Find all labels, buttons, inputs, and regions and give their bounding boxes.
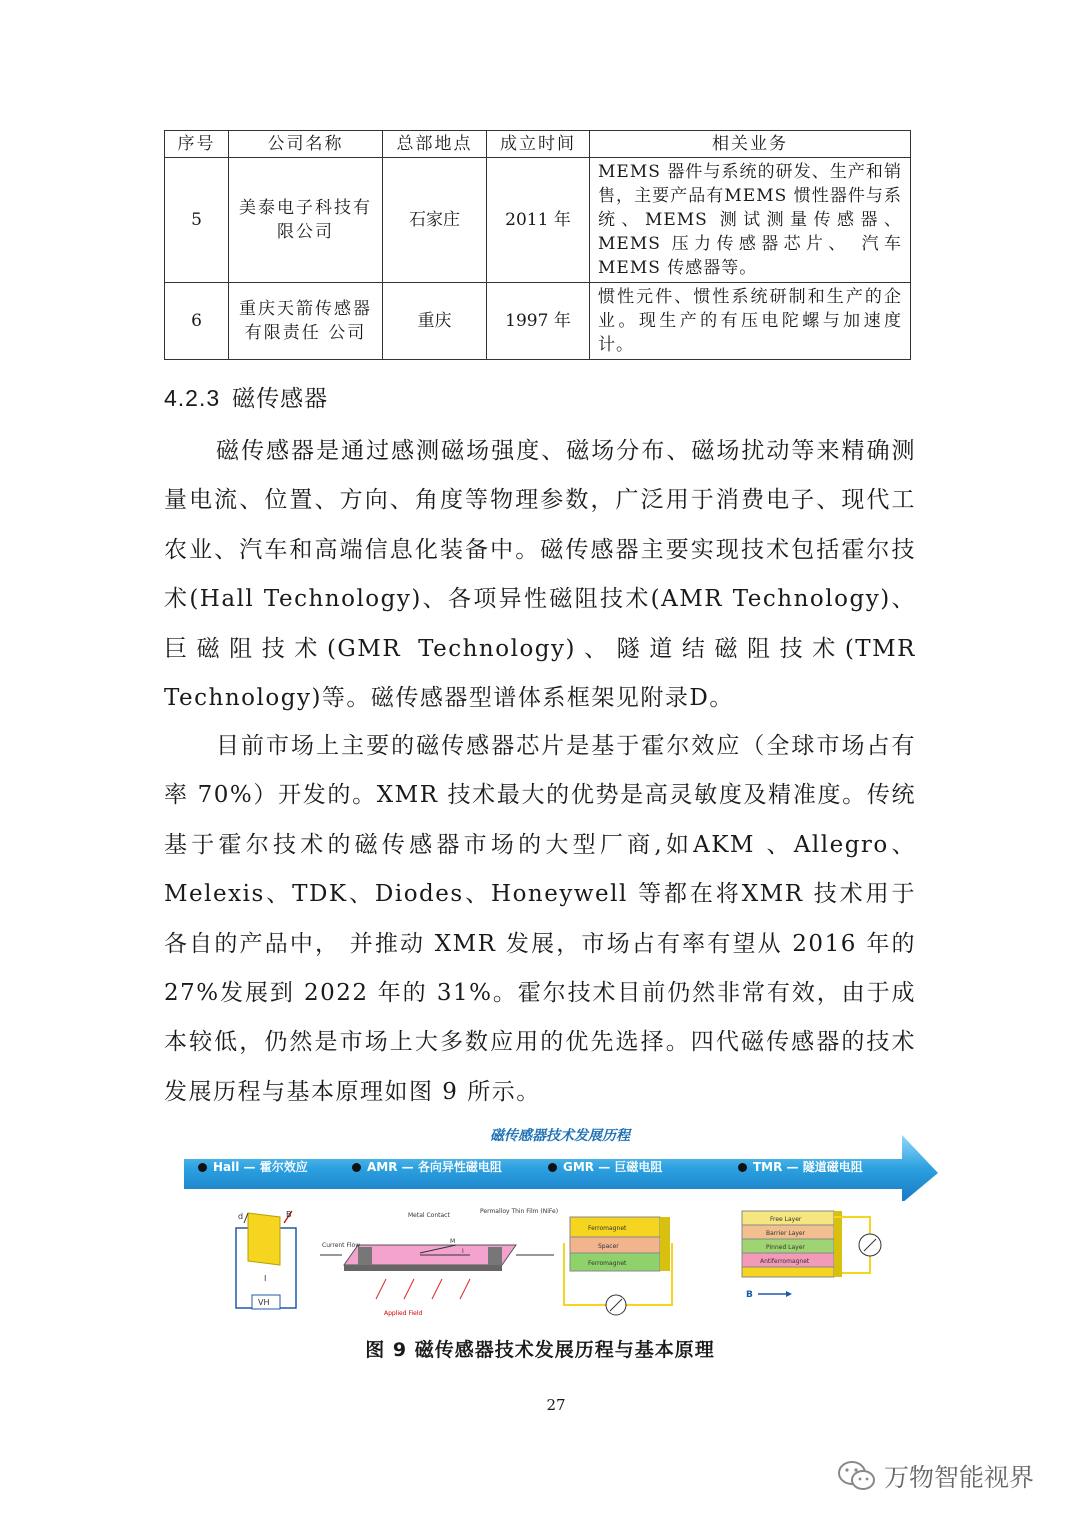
tmr-diagram (742, 1211, 881, 1300)
hall-d-label: d (238, 1212, 244, 1221)
company-table (164, 130, 911, 360)
figure-caption: 图 9 磁传感器技术发展历程与基本原理 (365, 1339, 715, 1361)
figure-magnetic-sensor-evolution (180, 1125, 940, 1325)
cell-founded: 1997 年 (487, 283, 590, 360)
section-heading (164, 380, 328, 413)
amr-m-label: M (450, 1238, 456, 1245)
cell-location: 石家庄 (383, 158, 487, 283)
header-company: 公司名称 (229, 131, 383, 158)
header-no: 序号 (165, 131, 229, 158)
amr-i-label: I (462, 1248, 464, 1255)
hall-b-label: B (286, 1210, 292, 1219)
section-title: 磁传感器 (232, 386, 329, 412)
tmr-layer-4: Antiferromagnet (760, 1258, 810, 1265)
cell-company: 重庆天箭传感器有限责任 公司 (229, 283, 383, 360)
cell-no: 5 (165, 158, 229, 283)
tmr-layer-2: Barrier Layer (766, 1230, 806, 1237)
principle-diagrams (180, 1203, 940, 1333)
stage-tmr: TMR — 隧道磁电阻 (738, 1158, 863, 1175)
figure-title: 磁传感器技术发展历程 (490, 1128, 630, 1144)
cell-company: 美泰电子科技有限公司 (229, 158, 383, 283)
gmr-layer-1: Ferromagnet (588, 1225, 627, 1232)
gmr-diagram (536, 1217, 672, 1315)
cell-no: 6 (165, 283, 229, 360)
header-location: 总部地点 (383, 131, 487, 158)
paragraph-1: 磁传感器是通过感测磁场强度、磁场分布、磁场扰动等来精确测量电流、位置、方向、角度等物理参数，广泛用于消费电子、现代工农业、汽车和高端信息化装备中。磁传感器主要实现技术包括霍尔技术(Hall Technology)、各项异性磁阻技术(AMR Technology)、巨磁阻技术(GMR Technology)、隧道结磁阻技术(TMR Technology)等。磁传感器型谱体系框架见附录D。 (164, 438, 916, 712)
gmr-layer-2: Spacer (598, 1243, 619, 1250)
table-header-row (165, 131, 911, 158)
hall-diagram (236, 1210, 296, 1309)
section-number: 4.2.3 (164, 385, 221, 411)
amr-permalloy-label: Permalloy Thin Film (NiFe) (480, 1208, 559, 1215)
wechat-icon (836, 1459, 878, 1493)
amr-applied-field-label: Applied Field (384, 1310, 423, 1317)
stage-amr: AMR — 各向异性磁电阻 (352, 1158, 502, 1175)
tmr-b-label: B (746, 1290, 753, 1300)
header-founded: 成立时间 (487, 131, 590, 158)
page-number: 27 (546, 1396, 566, 1414)
stage-gmr: GMR — 巨磁电阻 (548, 1158, 662, 1175)
tmr-layer-3: Pinned Layer (766, 1244, 805, 1251)
cell-location: 重庆 (383, 283, 487, 360)
gmr-layer-3: Ferromagnet (588, 1260, 627, 1267)
tmr-layer-1: Free Layer (770, 1216, 802, 1223)
cell-business: MEMS 器件与系统的研发、生产和销售，主要产品有MEMS 惯性器件与系统、MEMS 测试测量传感器、MEMS 压力传感器芯片、 汽车MEMS 传感器等。 (590, 158, 911, 283)
hall-vh-label: VH (258, 1298, 270, 1307)
amr-current-flow-label: Current Flow (322, 1242, 361, 1249)
watermark (836, 1458, 1034, 1494)
amr-metal-contact-label: Metal Contact (408, 1212, 450, 1219)
table-row (165, 283, 911, 360)
hall-i-label: I (264, 1274, 267, 1283)
table-row (165, 158, 911, 283)
header-business: 相关业务 (590, 131, 911, 158)
cell-founded: 2011 年 (487, 158, 590, 283)
stage-hall: Hall — 霍尔效应 (198, 1158, 308, 1175)
watermark-text: 万物智能视界 (884, 1463, 1035, 1492)
cell-business: 惯性元件、惯性系统研制和生产的企业。现生产的有压电陀螺与加速度计。 (590, 283, 911, 360)
amr-diagram (320, 1208, 558, 1317)
paragraph-2: 目前市场上主要的磁传感器芯片是基于霍尔效应（全球市场占有率 70%）开发的。XMR 技术最大的优势是高灵敏度及精准度。传统基于霍尔技术的磁传感器市场的大型厂商,如AKM 、Allegro、Melexis、TDK、Diodes、Honeywell 等都在将XMR 技术用于各自的产品中， 并推动 XMR 发展，市场占有率有望从 2016 年的 27%发展到 2022 年的 31%。霍尔技术目前仍然非常有效，由于成本较低，仍然是市场上大多数应用的优先选择。四代磁传感器的技术发展历程与基本原理如图 9 所示。 (164, 733, 916, 1105)
